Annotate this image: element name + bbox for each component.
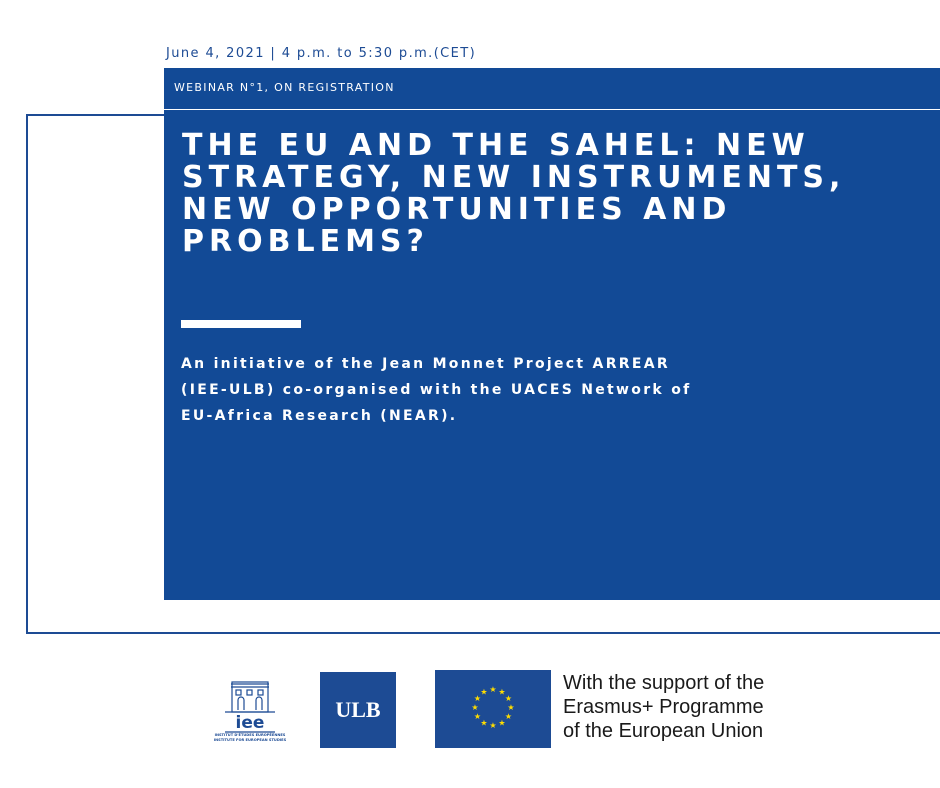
iee-tagline: INSTITUT D'ÉTUDES EUROPÉENNES INSTITUTE FOR EUROPEAN STUDIES bbox=[213, 733, 287, 742]
svg-text:★: ★ bbox=[480, 687, 488, 697]
svg-text:★: ★ bbox=[471, 703, 479, 712]
subtitle-line: EU-Africa Research (NEAR). bbox=[181, 408, 458, 424]
ulb-logo: ULB bbox=[320, 672, 396, 748]
svg-text:★: ★ bbox=[473, 694, 482, 703]
subtitle-line: An initiative of the Jean Monnet Project ARREAR bbox=[181, 356, 670, 372]
svg-text:★: ★ bbox=[504, 712, 513, 721]
eu-support-line: With the support of the bbox=[563, 672, 765, 694]
svg-text:★: ★ bbox=[507, 703, 515, 712]
date-time-line: June 4, 2021 | 4 p.m. to 5:30 p.m.(CET) bbox=[166, 46, 477, 61]
webinar-label: WEBINAR N°1, ON REGISTRATION bbox=[174, 81, 395, 94]
eu-support-line: Erasmus+ Programme bbox=[563, 696, 764, 718]
page-title: THE EU AND THE SAHEL: NEW STRATEGY, NEW INSTRUMENTS, NEW OPPORTUNITIES AND PROBLEMS? bbox=[182, 128, 846, 259]
subtitle bbox=[181, 351, 831, 429]
title-divider bbox=[181, 320, 301, 328]
eu-support-line: of the European Union bbox=[563, 720, 764, 742]
iee-wordmark: iee bbox=[235, 713, 265, 733]
svg-text:★: ★ bbox=[489, 721, 497, 730]
svg-text:★: ★ bbox=[498, 718, 506, 728]
svg-text:★: ★ bbox=[473, 712, 482, 721]
svg-text:★: ★ bbox=[498, 687, 506, 697]
svg-text:★: ★ bbox=[504, 694, 513, 703]
eu-support-text bbox=[563, 671, 823, 743]
eu-stars-icon bbox=[435, 670, 551, 748]
svg-text:★: ★ bbox=[489, 685, 497, 694]
svg-text:★: ★ bbox=[480, 718, 488, 728]
subtitle-line: (IEE-ULB) co-organised with the UACES Network of bbox=[181, 382, 692, 398]
